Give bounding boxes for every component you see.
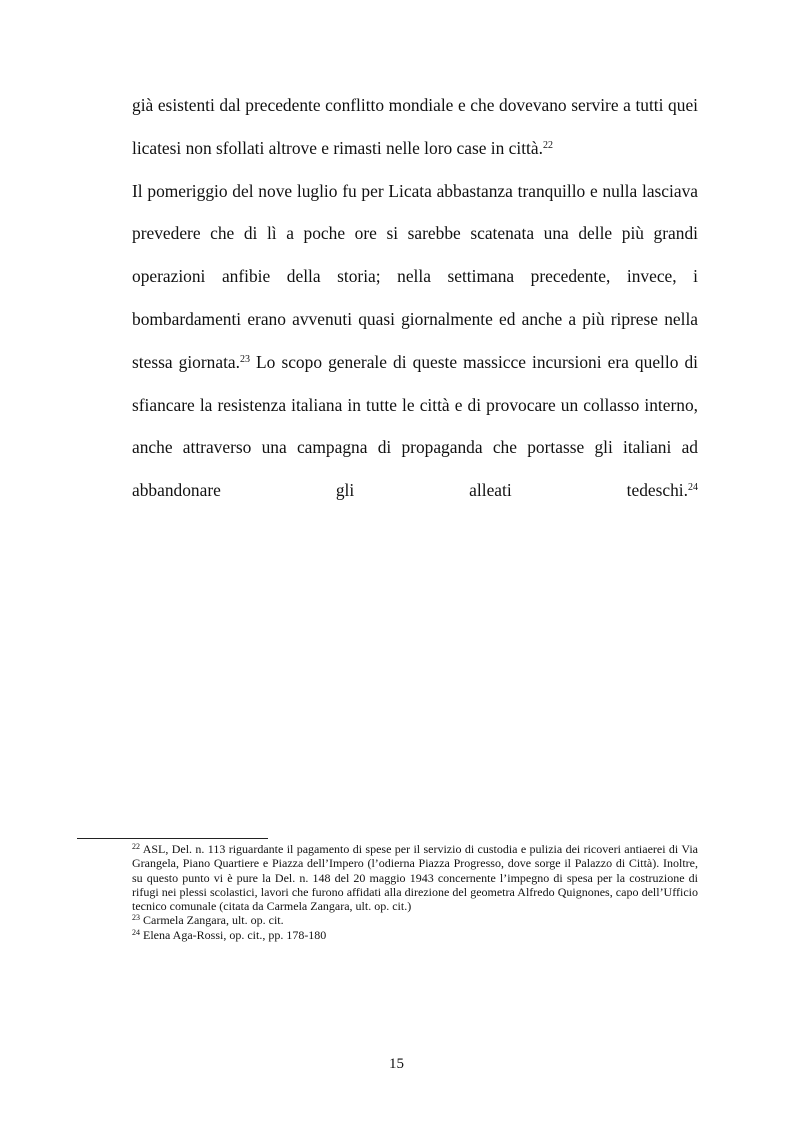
main-text <box>132 84 698 512</box>
footnote-22 <box>132 842 698 913</box>
paragraph-2 <box>132 170 698 512</box>
footnote-number: 22 <box>132 842 140 851</box>
footnote-ref-23[interactable]: 23 <box>239 353 250 365</box>
footnote-text: Carmela Zangara, ult. op. cit. <box>143 913 284 928</box>
paragraph-2-text-b: Lo scopo generale di queste massicce incursioni era quello di sfiancare la resistenza italiana in tutte le città e di provocare un collasso interno, anche attraverso una campagna di propaganda che portasse gli italiani ad abbandonare gli alleati tedeschi. <box>132 351 699 501</box>
footnote-ref-22[interactable]: 22 <box>542 139 553 151</box>
footnote-number: 23 <box>132 913 140 923</box>
page-number: 15 <box>389 1056 404 1072</box>
footnote-separator <box>77 838 268 839</box>
paragraph-2-text-a: Il pomeriggio del nove luglio fu per Licata abbastanza tranquillo e nulla lasciava prevedere che di lì a poche ore si sarebbe scatenata una delle più grandi operazioni anfibie della storia; nella settimana precedente, invece, i bombardamenti erano avvenuti quasi giornalmente ed anche a più riprese nella stessa giornata. <box>132 180 698 372</box>
footnote-text: Elena Aga-Rossi, op. cit., pp. 178-180 <box>143 927 327 942</box>
footnotes <box>132 842 698 942</box>
paragraph-1 <box>132 84 698 170</box>
footnote-ref-24[interactable]: 24 <box>688 482 698 494</box>
footnote-24 <box>132 928 698 942</box>
footnote-text: ASL, Del. n. 113 riguardante il pagamento di spese per il servizio di custodia e pulizia dei ricoveri antiaerei di Via Grangela, Piano Quartiere e Piazza dell’Impero (l’odierna Piazza Progresso, dove sorge il Palazzo di Città). Inoltre, su questo punto vi è pure la Del. n. 148 del 20 maggio 1943 concernente l’impegno di spesa per la costruzione di rifugi nei plessi scolastici, lavori che furono affidati alla direzione del geometra Alfredo Quignones, capo dell’Ufficio tecnico comunale (citata da Carmela Zangara, ult. op. cit.) <box>132 842 698 914</box>
paragraph-1-text: già esistenti dal precedente conflitto mondiale e che dovevano servire a tutti quei licatesi non sfollati altrove e rimasti nelle loro case in città. <box>132 95 698 158</box>
footnote-23 <box>132 913 698 927</box>
footnote-number: 24 <box>132 927 140 937</box>
